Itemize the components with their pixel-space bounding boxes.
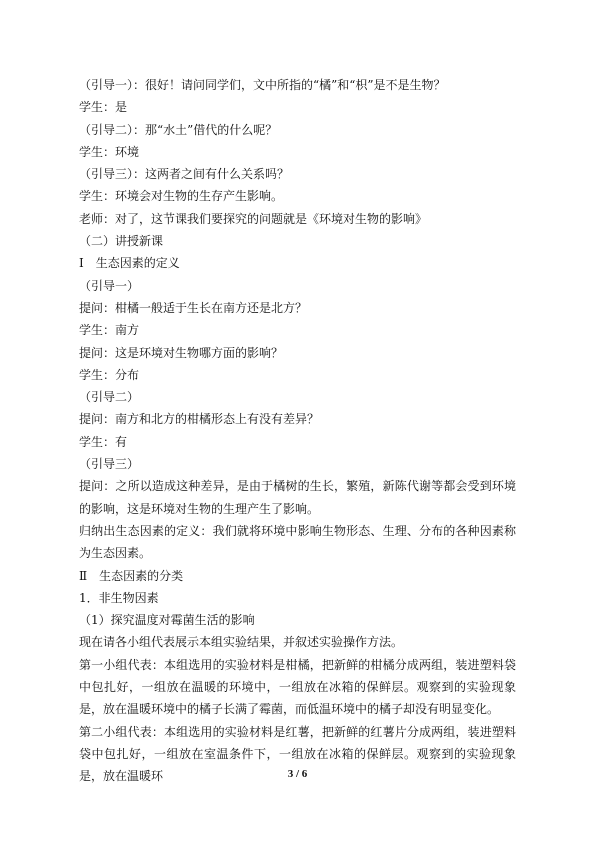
text-line: 现在请各小组代表展示本组实验结果，并叙述实验操作方法。 [79,635,404,650]
text-line: 提问：这是环境对生物哪方面的影响？ [79,345,284,360]
paragraph: 归纳出生态因素的定义：我们就将环境中影响生物形态、生理、分布的各种因素称为生态因素。 [79,523,516,561]
text-line: 学生：有 [79,434,128,449]
text-line: 学生：环境 [79,144,140,159]
text-line: （引导三）：这两者之间有什么关系吗？ [79,167,290,182]
page-number: 3 / 6 [287,768,308,780]
text-line: （1）探究温度对霉菌生活的影响 [79,613,255,628]
paragraph: 第一小组代表：本组选用的实验材料是柑橘，把新鲜的柑橘分成两组，装进塑料袋中包扎好，一组放在温暖的环境中，一组放在冰箱的保鲜层。观察到的实验现象是，放在温暖环境中的橘子长满了霉菌，而低温环境中的橘子却没有明显变化。 [79,657,516,717]
text-line: （引导一）：很好！请问同学们，文中所指的“橘”和“枳”是不是生物？ [79,78,446,92]
text-line: 学生：是 [79,100,128,115]
text-line: 1．非生物因素 [79,590,159,605]
text-line: （引导二） [79,390,140,405]
text-line: 学生：环境会对生物的生存产生影响。 [79,189,284,204]
page-content [79,74,516,788]
text-line: 学生：南方 [79,323,140,338]
text-line: （引导二）：那“水土”借代的什么呢？ [79,122,278,137]
text-line: （引导一） [79,278,140,293]
text-line: 提问：南方和北方的柑橘形态上有没有差异？ [79,412,320,427]
subsection-heading: Ⅰ 生态因素的定义 [79,256,180,271]
section-heading: （二）讲授新课 [79,234,164,249]
subsection-heading: Ⅱ 生态因素的分类 [79,568,184,583]
paragraph: 第二小组代表：本组选用的实验材料是红薯，把新鲜的红薯片分成两组，装进塑料袋中包扎好，一组放在室温条件下，一组放在冰箱的保鲜层。观察到的实验现象是，放在温暖环 [79,724,516,784]
text-line: 提问：柑橘一般适于生长在南方还是北方？ [79,300,308,315]
text-line: （引导三） [79,457,140,472]
text-line: 学生：分布 [79,367,140,382]
text-line: 老师：对了，这节课我们要探究的问题就是《环境对生物的影响》 [79,211,428,226]
paragraph: 提问：之所以造成这种差异，是由于橘树的生长，繁殖，新陈代谢等都会受到环境的影响，这是环境对生物的生理产生了影响。 [79,479,516,516]
